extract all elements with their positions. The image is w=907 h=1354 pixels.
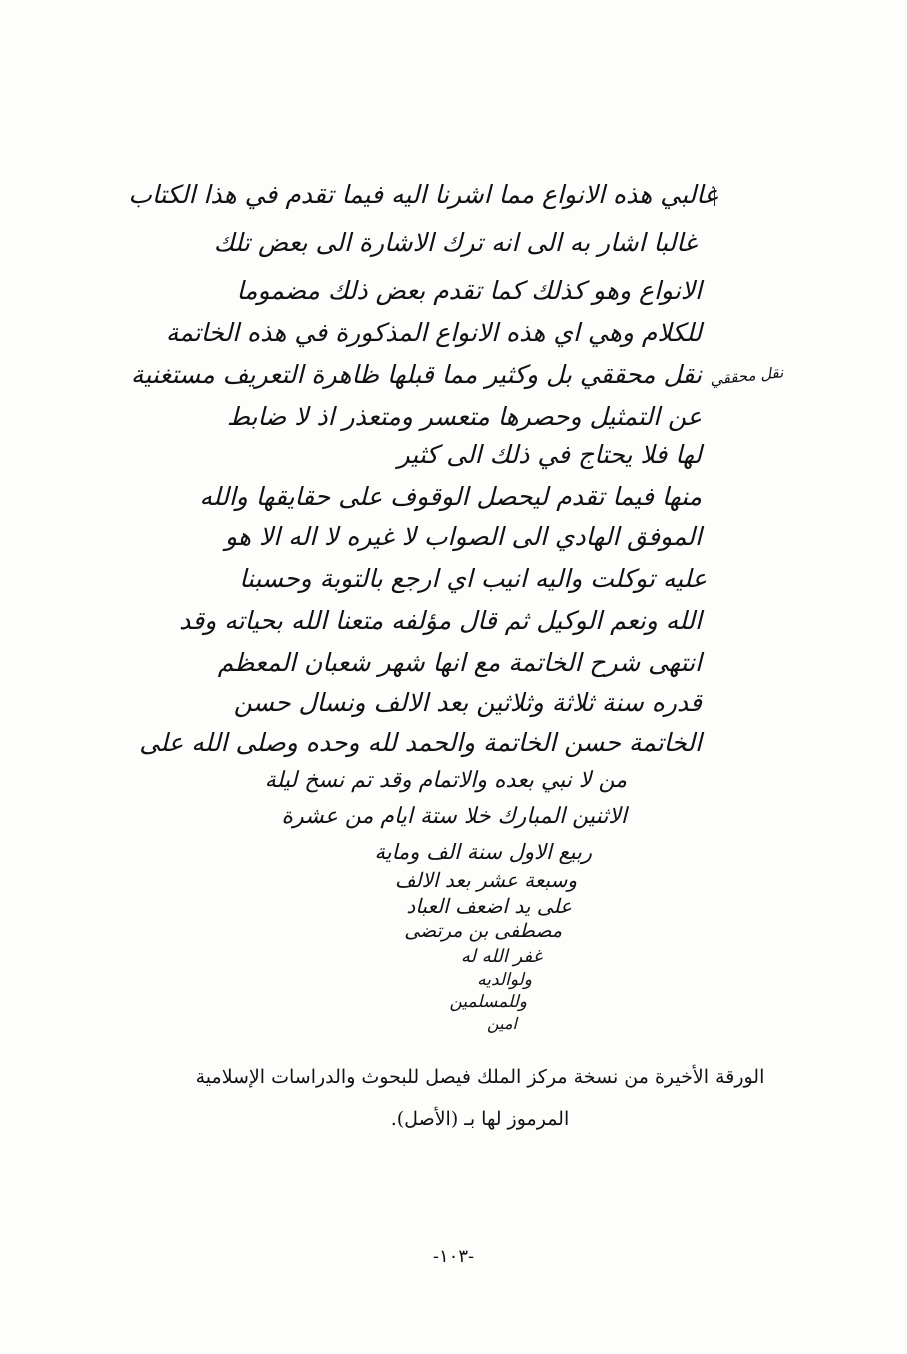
caption-line-2: المرموز لها بـ (الأصل).: [390, 1108, 570, 1130]
manuscript-line: الله ونعم الوكيل ثم قال مؤلفه متعنا الله بحياته وقد: [179, 606, 702, 635]
manuscript-line: للكلام وهي اي هذه الانواع المذكورة في هذه الخاتمة: [165, 318, 702, 347]
manuscript-line: عليه توكلت واليه انيب اي ارجع بالتوبة وحسبنا: [239, 564, 707, 593]
manuscript-line: عن التمثيل وحصرها متعسر ومتعذر اذ لا ضابط: [226, 402, 702, 431]
manuscript-line: غالبي هذه الانواع مما اشرنا اليه فيما تقدم في هذا الكتاب: [128, 180, 717, 209]
manuscript-line: ربيع الاول سنة الف وماية: [374, 840, 592, 864]
manuscript-line: على يد اضعف العباد: [406, 894, 572, 918]
manuscript-line: ولوالديه: [477, 970, 532, 990]
manuscript-line: الانواع وهو كذلك كما تقدم بعض ذلك مضموما: [236, 276, 702, 305]
manuscript-line: منها فيما تقدم ليحصل الوقوف على حقايقها والله: [199, 482, 702, 511]
manuscript-line: قدره سنة ثلاثة وثلاثين بعد الالف ونسال حسن: [233, 688, 702, 717]
manuscript-line: نقل محققي بل وكثير مما قبلها ظاهرة التعريف مستغنية: [130, 360, 702, 389]
manuscript-line: وسبعة عشر بعد الالف: [394, 868, 577, 892]
manuscript-line: لها فلا يحتاج في ذلك الى كثير: [397, 440, 702, 469]
manuscript-line: غالبا اشار به الى انه ترك الاشارة الى بعض تلك: [213, 228, 697, 257]
manuscript-line: غفر الله له: [460, 946, 542, 967]
manuscript-line: انتهى شرح الخاتمة مع انها شهر شعبان المعظم: [217, 648, 702, 677]
manuscript-line: من لا نبي بعده والاتمام وقد تم نسخ ليلة: [264, 768, 627, 793]
corner-mark: [707, 188, 715, 206]
manuscript-line: الموفق الهادي الى الصواب لا غيره لا اله الا هو: [225, 522, 702, 551]
caption-line-1: الورقة الأخيرة من نسخة مركز الملك فيصل للبحوث والدراسات الإسلامية: [195, 1066, 765, 1088]
manuscript-line: امين: [486, 1014, 517, 1033]
manuscript-line: مصطفى بن مرتضى: [404, 920, 562, 942]
manuscript-line: وللمسلمين: [449, 992, 527, 1012]
margin-note: نقل محققي: [709, 363, 785, 389]
manuscript-line: الخاتمة حسن الخاتمة والحمد لله وحده وصلى الله على: [139, 728, 702, 757]
manuscript-line: الاثنين المبارك خلا ستة ايام من عشرة: [281, 804, 627, 829]
page-number: -١٠٣-: [432, 1246, 475, 1267]
